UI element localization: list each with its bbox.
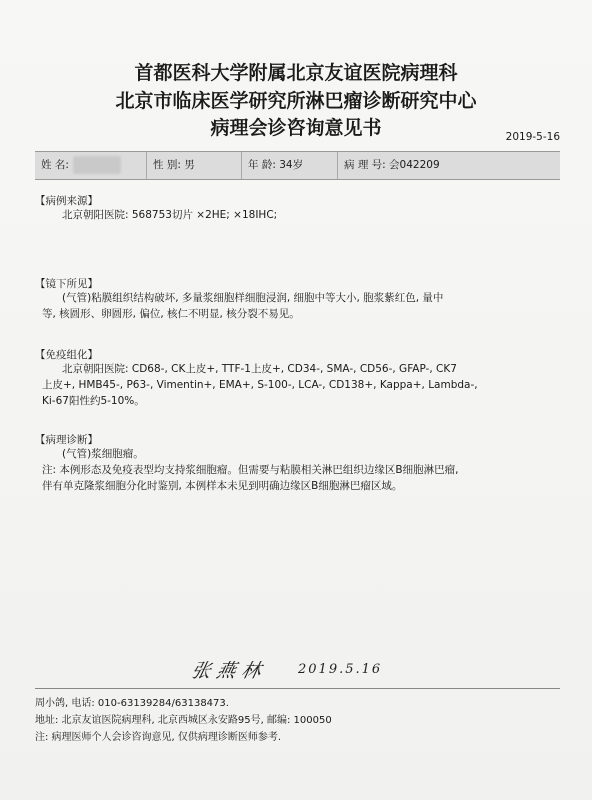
report-date: 2019-5-16 [505,131,560,143]
microscopy-line-1: (气管)粘膜组织结构破坏, 多量浆细胞样细胞浸润, 细胞中等大小, 胞浆紫红色, 量中 [62,292,444,304]
footer-note: 注: 病理医师个人会诊咨询意见, 仅供病理诊断医师参考. [35,732,282,743]
diagnosis-note-line-2: 伴有单克隆浆细胞分化时鉴别, 本例样本未见到明确边缘区B细胞淋巴瘤区域。 [42,480,403,492]
ihc-line-2: 上皮+, HMB45-, P63-, Vimentin+, EMA+, S-100-, LCA-, CD138+, Kappa+, Lambda-, [42,379,478,391]
redacted-name [73,156,121,174]
ihc-line-1: 北京朝阳医院: CD68-, CK上皮+, TTF-1上皮+, CD34-, SMA-, CD56-, GFAP-, CK7 [62,363,457,375]
gender-cell: 性 别: 男 [147,152,242,179]
ihc-line-3: Ki-67阳性约5-10%。 [42,395,145,407]
diagnosis-heading: 【病理诊断】 [35,434,98,446]
ihc-heading: 【免疫组化】 [35,349,98,361]
footer-address: 地址: 北京友谊医院病理科, 北京西城区永安路95号, 邮编: 100050 [35,715,332,726]
source-heading: 【病例来源】 [35,195,98,207]
name-cell [35,152,147,179]
footer-divider [35,688,560,689]
footer-contact: 周小鸽, 电话: 010-63139284/63138473. [35,698,229,709]
age-cell: 年 龄: 34岁 [242,152,338,179]
name-label: 姓 名: [41,159,69,171]
case-number-cell: 病 理 号: 会042209 [344,159,440,171]
research-center-name: 北京市临床医学研究所淋巴瘤诊断研究中心 [115,90,477,112]
microscopy-line-2: 等, 核圆形、卵圆形, 偏位, 核仁不明显, 核分裂不易见。 [42,308,300,320]
diagnosis-note-line-1: 注: 本例形态及免疫表型均支持浆细胞瘤。但需要与粘膜相关淋巴组织边缘区B细胞淋巴瘤, [42,464,459,476]
source-text: 北京朝阳医院: 568753切片 ×2HE; ×18IHC; [62,209,278,221]
diagnosis-line-1: (气管)浆细胞瘤。 [62,448,144,460]
patient-info-bar [35,151,560,180]
microscopy-heading: 【镜下所见】 [35,278,98,290]
signature-date: 2019.5.16 [298,662,383,677]
hospital-name: 首都医科大学附属北京友谊医院病理科 [134,62,458,84]
signature-name: 张燕林 [189,660,270,682]
document-title: 病理会诊咨询意见书 [210,117,382,139]
